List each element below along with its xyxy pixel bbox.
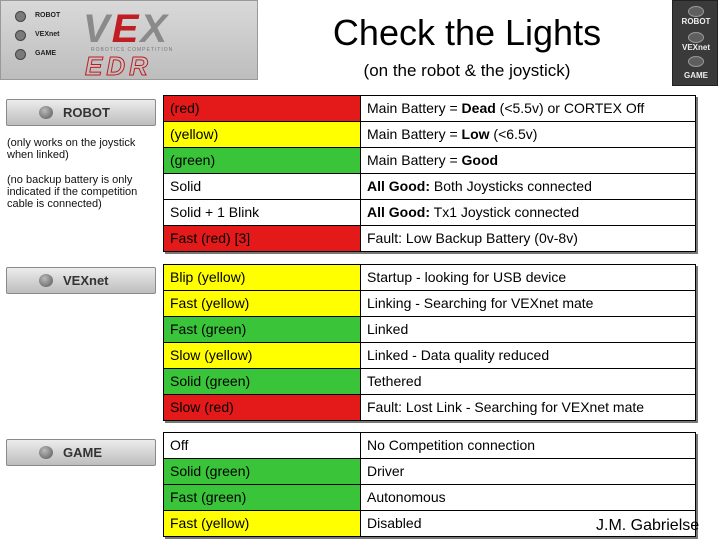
light-state-cell: (red)	[164, 96, 361, 121]
light-state-cell: Fast (yellow)	[164, 291, 361, 316]
light-state-cell: Fast (green)	[164, 317, 361, 342]
panel-label-robot: ROBOT	[681, 17, 711, 26]
game-led-icon	[15, 49, 26, 60]
table-row	[164, 394, 695, 420]
meaning-cell	[361, 96, 695, 121]
table-row	[164, 265, 695, 290]
page-title: Check the Lights	[332, 12, 602, 53]
table-row	[164, 484, 695, 510]
meaning-cell	[361, 174, 695, 199]
table-row	[164, 173, 695, 199]
meaning-pre-text: Driver	[367, 463, 405, 479]
table-row	[164, 290, 695, 316]
game-light-icon	[39, 446, 53, 459]
light-state-cell: (yellow)	[164, 122, 361, 147]
robot-section-label	[6, 99, 156, 126]
meaning-post-text: Both Joysticks connected	[430, 178, 592, 194]
table-row	[164, 368, 695, 394]
meaning-post-text: Tx1 Joystick connected	[430, 204, 580, 220]
table-row	[164, 121, 695, 147]
game-section-label	[6, 439, 156, 466]
meaning-cell	[361, 148, 695, 173]
table-row	[164, 433, 695, 458]
meaning-pre-text: Fault: Low Backup Battery (0v-8v)	[367, 230, 578, 246]
table-row	[164, 147, 695, 173]
panel-robot-led-icon	[688, 6, 704, 17]
light-state-cell: Slow (red)	[164, 395, 361, 420]
table-row	[164, 96, 695, 121]
meaning-pre-text: Main Battery =	[367, 126, 462, 142]
meaning-cell	[361, 433, 695, 458]
light-state-cell: Solid (green)	[164, 369, 361, 394]
meaning-pre-text: Tethered	[367, 373, 422, 389]
logo-led-label-vexnet: VEXnet	[35, 31, 60, 38]
meaning-bold-text: Good	[461, 152, 499, 168]
meaning-cell	[361, 265, 695, 290]
table-row	[164, 199, 695, 225]
meaning-pre-text: Startup - looking for USB device	[367, 269, 567, 285]
table-row	[164, 458, 695, 484]
panel-vexnet-led-icon	[688, 32, 704, 43]
meaning-bold-text: Dead	[461, 100, 496, 116]
page-subtitle: (on the robot & the joystick)	[363, 61, 571, 80]
meaning-cell	[361, 395, 695, 420]
vex-logo-x: X	[140, 7, 170, 51]
panel-label-vexnet: VEXnet	[681, 43, 710, 52]
edr-logo: EDR	[85, 51, 152, 81]
meaning-post-text: (<5.5v) or CORTEX Off	[495, 100, 645, 116]
game-section-label-text: GAME	[63, 445, 102, 460]
meaning-bold-text: All Good:	[367, 178, 430, 194]
robot-section-label-text: ROBOT	[63, 105, 110, 120]
light-state-cell: Solid	[164, 174, 361, 199]
meaning-pre-text: Fault: Lost Link - Searching for VEXnet mate	[367, 399, 645, 415]
logo-led-label-robot: ROBOT	[35, 12, 61, 19]
panel-game-led-icon	[688, 56, 704, 67]
meaning-cell	[361, 343, 695, 368]
joystick-led-panel	[672, 0, 718, 86]
light-state-cell: Blip (yellow)	[164, 265, 361, 290]
meaning-bold-text: Low	[461, 126, 490, 142]
meaning-cell	[361, 317, 695, 342]
meaning-pre-text: No Competition connection	[367, 437, 536, 453]
meaning-post-text: (<6.5v)	[489, 126, 538, 142]
vex-edr-logo-panel	[0, 0, 258, 80]
robot-note-linked: (only works on the joystick when linked)	[7, 137, 136, 161]
meaning-cell	[361, 291, 695, 316]
meaning-pre-text: Linked	[367, 321, 409, 337]
light-state-cell: Solid (green)	[164, 459, 361, 484]
table-row	[164, 225, 695, 251]
meaning-pre-text: Main Battery =	[367, 100, 462, 116]
meaning-pre-text: Linked - Data quality reduced	[367, 347, 550, 363]
light-state-cell: Fast (red) [3]	[164, 226, 361, 251]
meaning-bold-text: All Good:	[367, 204, 430, 220]
light-state-cell: Fast (yellow)	[164, 511, 361, 536]
vexnet-section-label-text: VEXnet	[63, 273, 109, 288]
table-row	[164, 316, 695, 342]
light-state-cell: (green)	[164, 148, 361, 173]
meaning-cell	[361, 226, 695, 251]
vexnet-section-label	[6, 267, 156, 294]
meaning-cell	[361, 122, 695, 147]
panel-label-game: GAME	[684, 71, 708, 80]
robot-lights-table	[163, 95, 696, 252]
vex-logo-v: V	[83, 7, 112, 51]
vex-logo-subtext: ROBOTICS COMPETITION	[91, 47, 174, 53]
robot-light-icon	[39, 106, 53, 119]
author-credit: J.M. Gabrielse	[596, 517, 700, 534]
light-state-cell: Fast (green)	[164, 485, 361, 510]
meaning-cell	[361, 485, 695, 510]
meaning-cell	[361, 200, 695, 225]
light-state-cell: Solid + 1 Blink	[164, 200, 361, 225]
meaning-cell	[361, 369, 695, 394]
vex-logo	[83, 7, 169, 52]
logo-led-label-game: GAME	[35, 50, 56, 57]
meaning-pre-text: Main Battery =	[367, 152, 462, 168]
vexnet-led-icon	[15, 30, 26, 41]
meaning-pre-text: Autonomous	[367, 489, 446, 505]
meaning-pre-text: Linking - Searching for VEXnet mate	[367, 295, 594, 311]
robot-led-icon	[15, 11, 26, 22]
vex-logo-e: E	[111, 7, 141, 51]
table-row	[164, 342, 695, 368]
robot-note-backup: (no backup battery is only indicated if the competition cable is connected)	[7, 174, 138, 210]
meaning-pre-text: Disabled	[367, 515, 422, 531]
vexnet-lights-table	[163, 264, 696, 421]
vexnet-light-icon	[39, 274, 53, 287]
light-state-cell: Slow (yellow)	[164, 343, 361, 368]
meaning-cell	[361, 459, 695, 484]
light-state-cell: Off	[164, 433, 361, 458]
